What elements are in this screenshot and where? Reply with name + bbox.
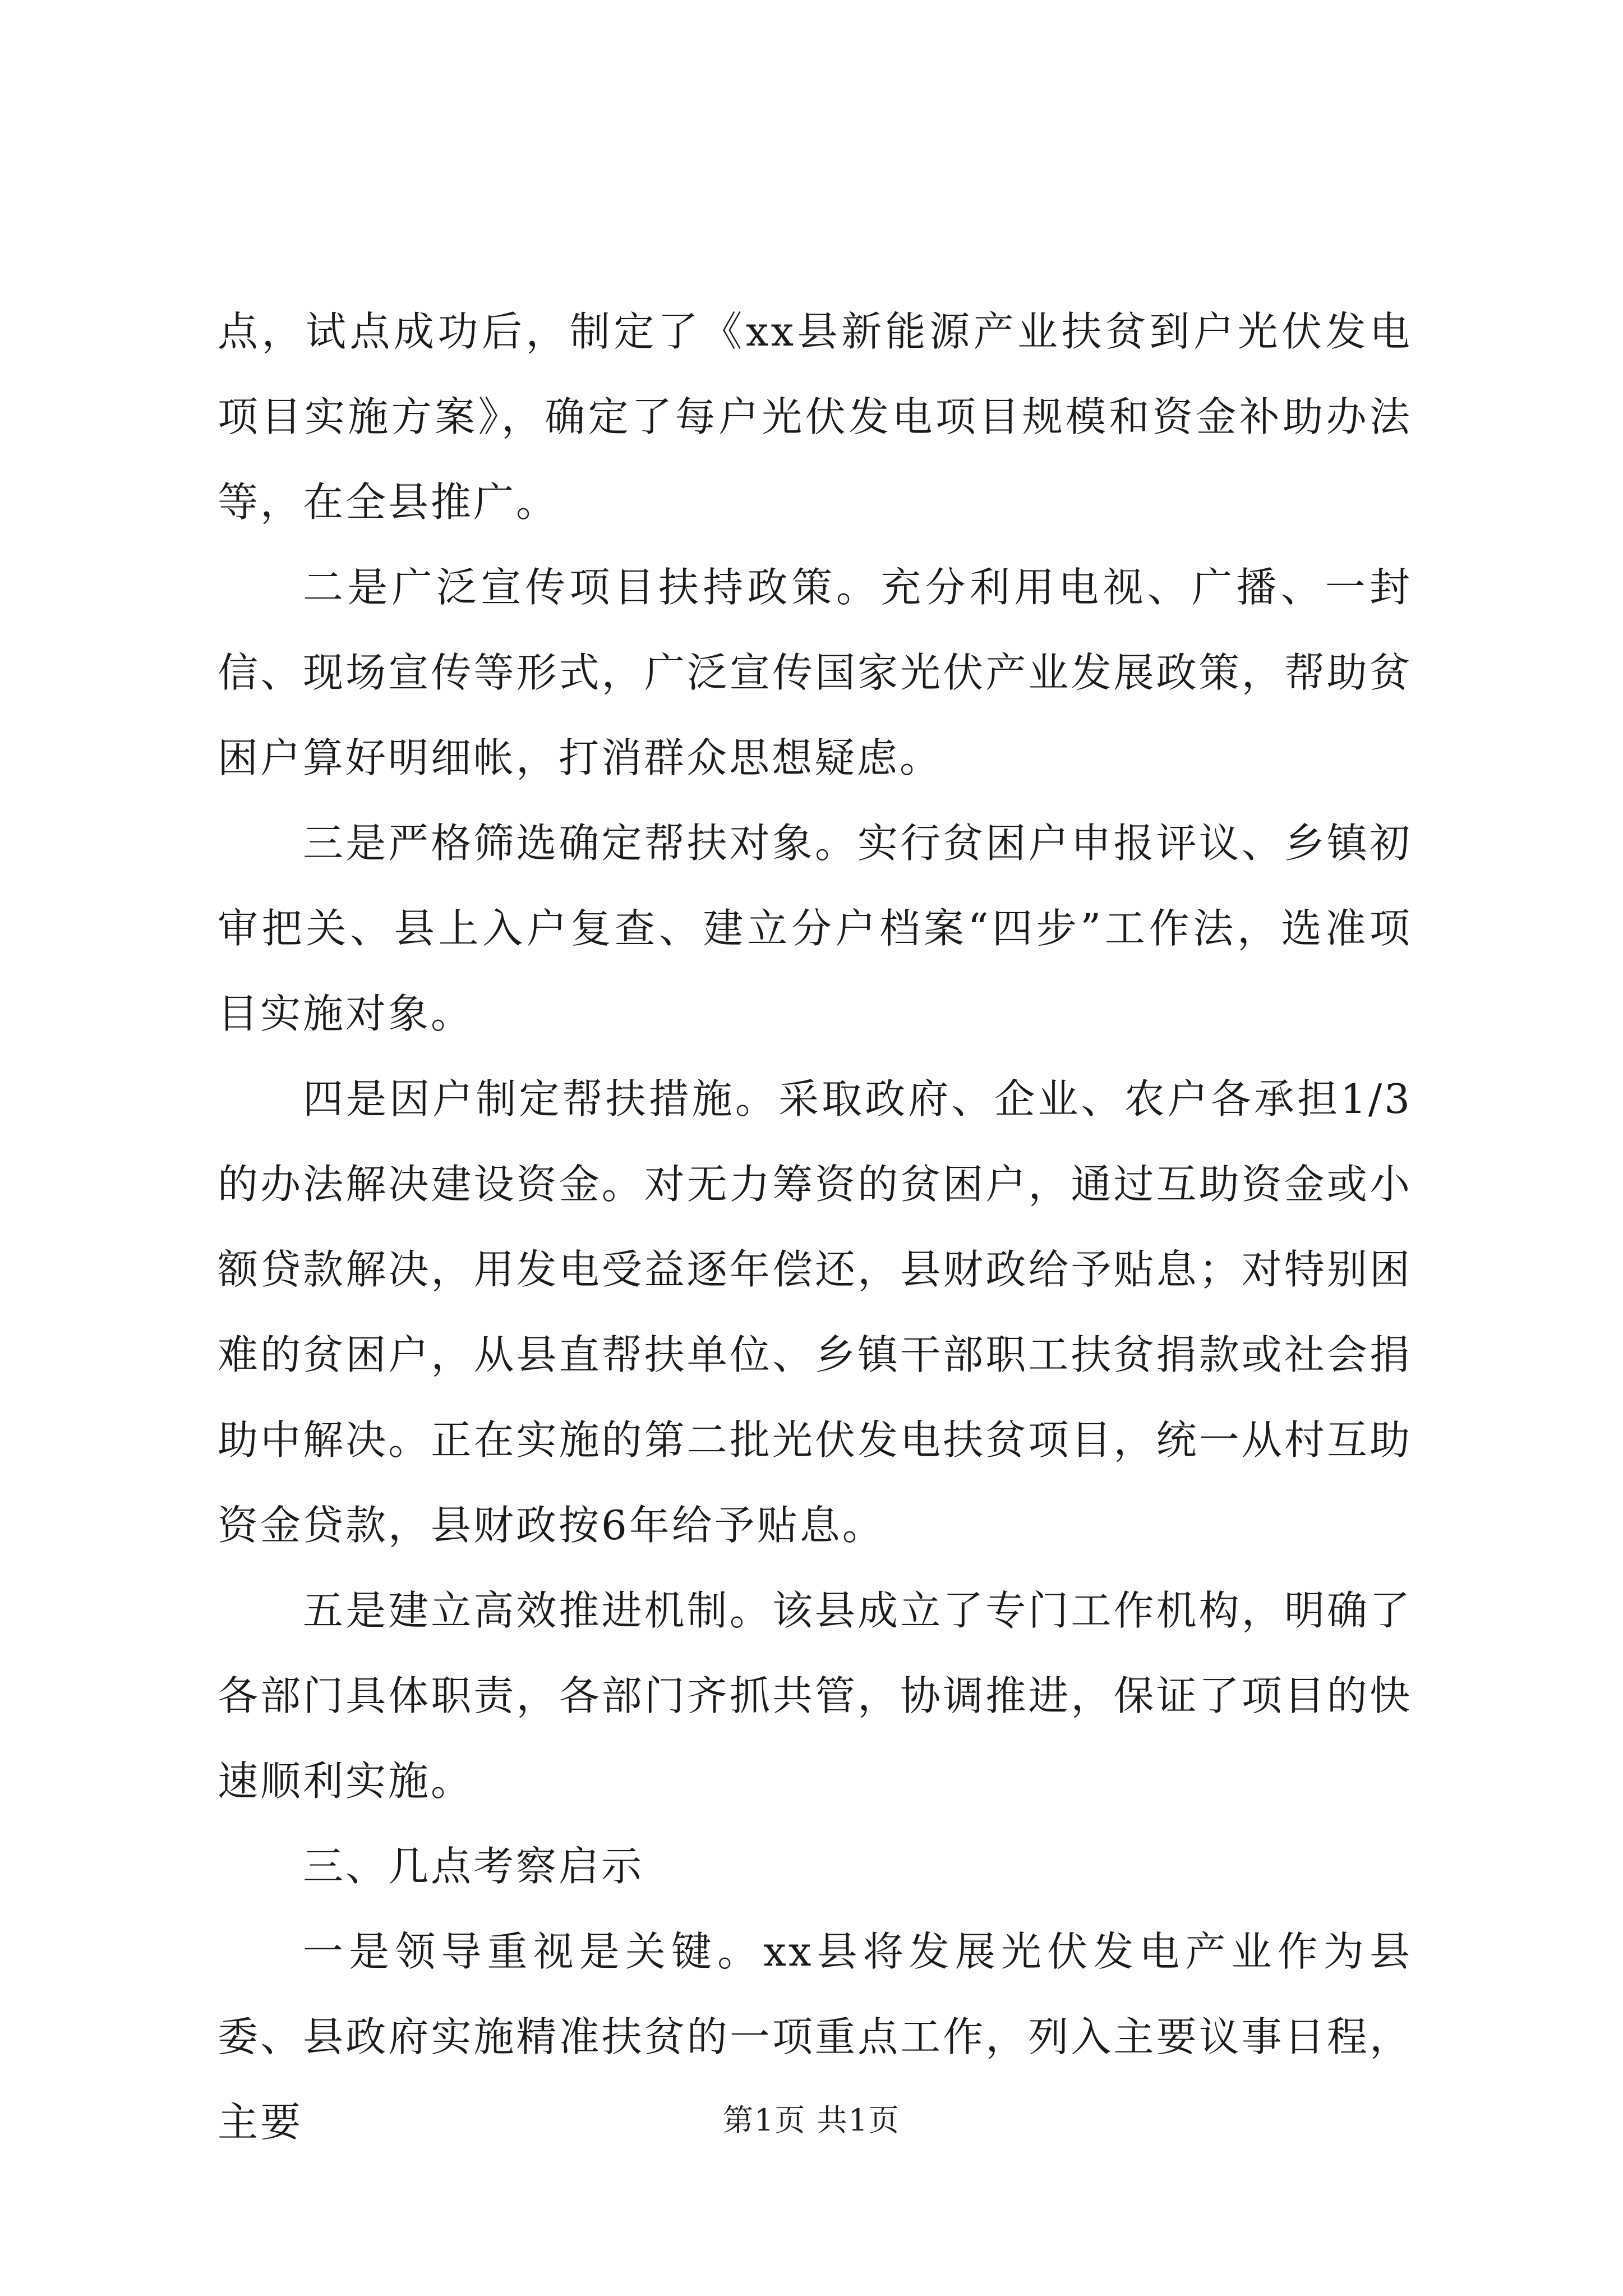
paragraph-leadership: 一是领导重视是关键。xx县将发展光伏发电产业作为县委、县政府实施精准扶贫的一项重点工作，列入主要议事日程，主要 (218, 1928, 1412, 2146)
page-number-footer: 第1页 共1页 (723, 2102, 900, 2138)
document-body (218, 289, 1412, 2165)
section-heading: 三、几点考察启示 (303, 1843, 644, 1890)
paragraph-mechanism: 五是建立高效推进机制。该县成立了专门工作机构，明确了各部门具体职责，各部门齐抓共管，协调推进，保证了项目的快速顺利实施。 (218, 1587, 1412, 1805)
paragraph-continued-intro: 点，试点成功后，制定了《xx县新能源产业扶贫到户光伏发电项目实施方案》，确定了每户光伏发电项目规模和资金补助办法等，在全县推广。 (218, 308, 1412, 526)
paragraph-assistance-measures: 四是因户制定帮扶措施。采取政府、企业、农户各承担1/3的办法解决建设资金。对无力筹资的贫困户，通过互助资金或小额贷款解决，用发电受益逐年偿还，县财政给予贴息；对特别困难的贫困户，从县直帮扶单位、乡镇干部职工扶贫捐款或社会捐助中解决。正在实施的第二批光伏发电扶贫项目，统一从村互助资金贷款，县财政按6年给予贴息。 (218, 1075, 1412, 1549)
paragraph-target-selection: 三是严格筛选确定帮扶对象。实行贫困户申报评议、乡镇初审把关、县上入户复查、建立分户档案“四步”工作法，选准项目实施对象。 (218, 820, 1412, 1037)
paragraph-publicity: 二是广泛宣传项目扶持政策。充分利用电视、广播、一封信、现场宣传等形式，广泛宣传国家光伏产业发展政策，帮助贫困户算好明细帐，打消群众思想疑虑。 (218, 564, 1412, 781)
